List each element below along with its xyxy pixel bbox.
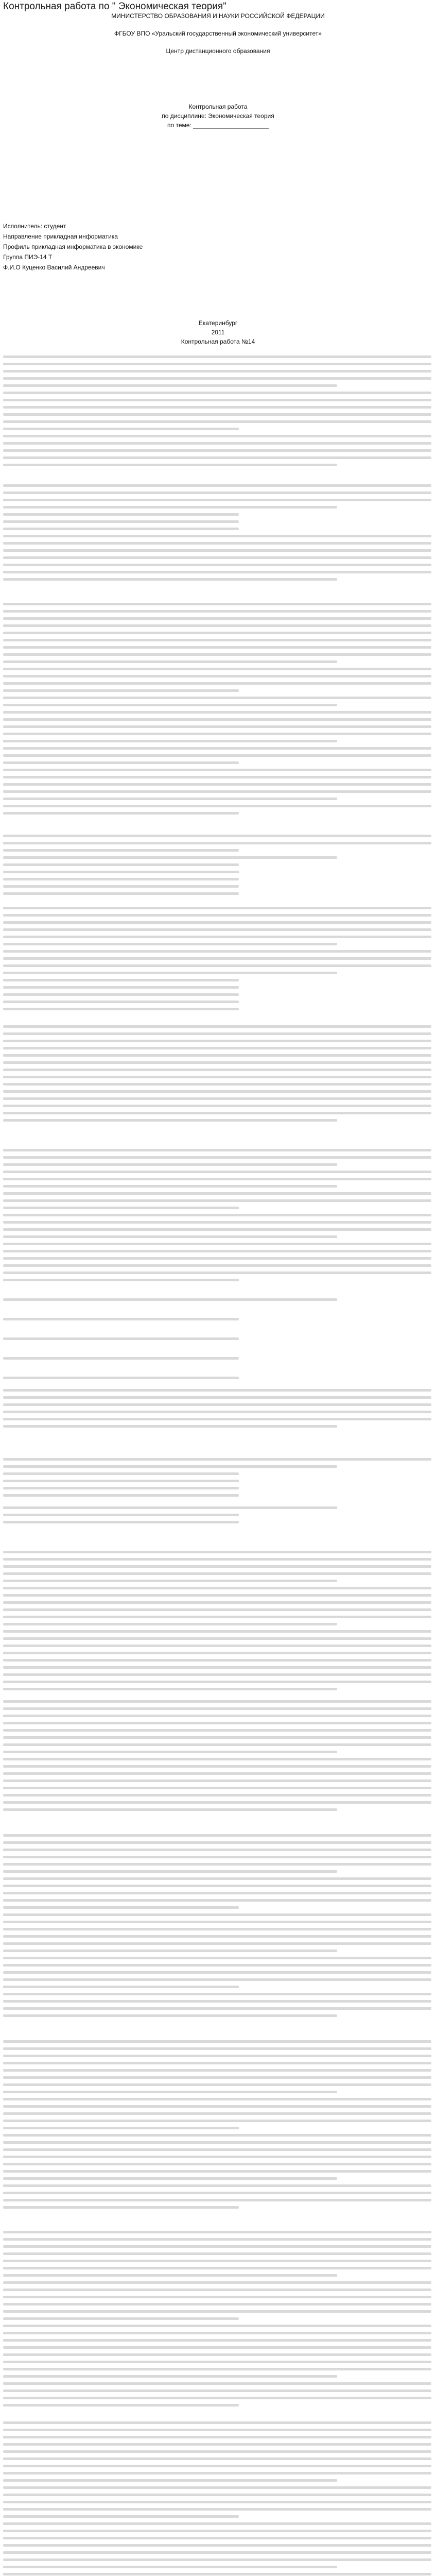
answer-2 xyxy=(3,484,431,585)
answer-21-25 xyxy=(3,1834,431,2022)
group: Группа ПИЭ-14 Т xyxy=(3,253,53,261)
center-line: Центр дистанционного образования xyxy=(166,47,270,55)
university-line: ФГБОУ ВПО «Уральский государственный экономический университет» xyxy=(114,30,322,37)
discipline: по дисциплине: Экономическая теория xyxy=(162,112,274,120)
answer-13 xyxy=(3,1149,431,1286)
work-type: Контрольная работа xyxy=(188,103,248,110)
answer-36-40 xyxy=(3,2421,431,2576)
student-label: Исполнитель: студент xyxy=(3,223,66,230)
answer-1 xyxy=(3,355,431,471)
answer-19-20 xyxy=(3,1700,431,1816)
answer-26-30 xyxy=(3,2040,431,2213)
ministry-line: МИНИСТЕРСТВО ОБРАЗОВАНИЯ И НАУКИ РОССИЙСКОЙ ФЕДЕРАЦИИ xyxy=(111,12,325,20)
city: Екатеринбург xyxy=(198,319,238,327)
variant-title: Контрольная работа №14 xyxy=(181,338,255,345)
answer-15 xyxy=(3,1458,431,1528)
year: 2011 xyxy=(211,329,225,336)
document-title: Контрольная работа по " Экономическая теория" xyxy=(3,1,226,12)
topic: по теме: ______________________ xyxy=(167,122,269,129)
answer-12 xyxy=(3,1025,431,1126)
answer-3-6 xyxy=(3,603,431,819)
answer-16-18 xyxy=(3,1551,431,1695)
answer-8-9 xyxy=(3,835,431,900)
answer-14 xyxy=(3,1298,431,1432)
profile: Профиль прикладная информатика в экономике xyxy=(3,243,143,250)
answer-31-35 xyxy=(3,2231,431,2411)
student-name: Ф.И.О Куценко Василий Андреевич xyxy=(3,264,105,271)
direction: Направление прикладная информатика xyxy=(3,233,118,240)
answer-10-11 xyxy=(3,907,431,1015)
